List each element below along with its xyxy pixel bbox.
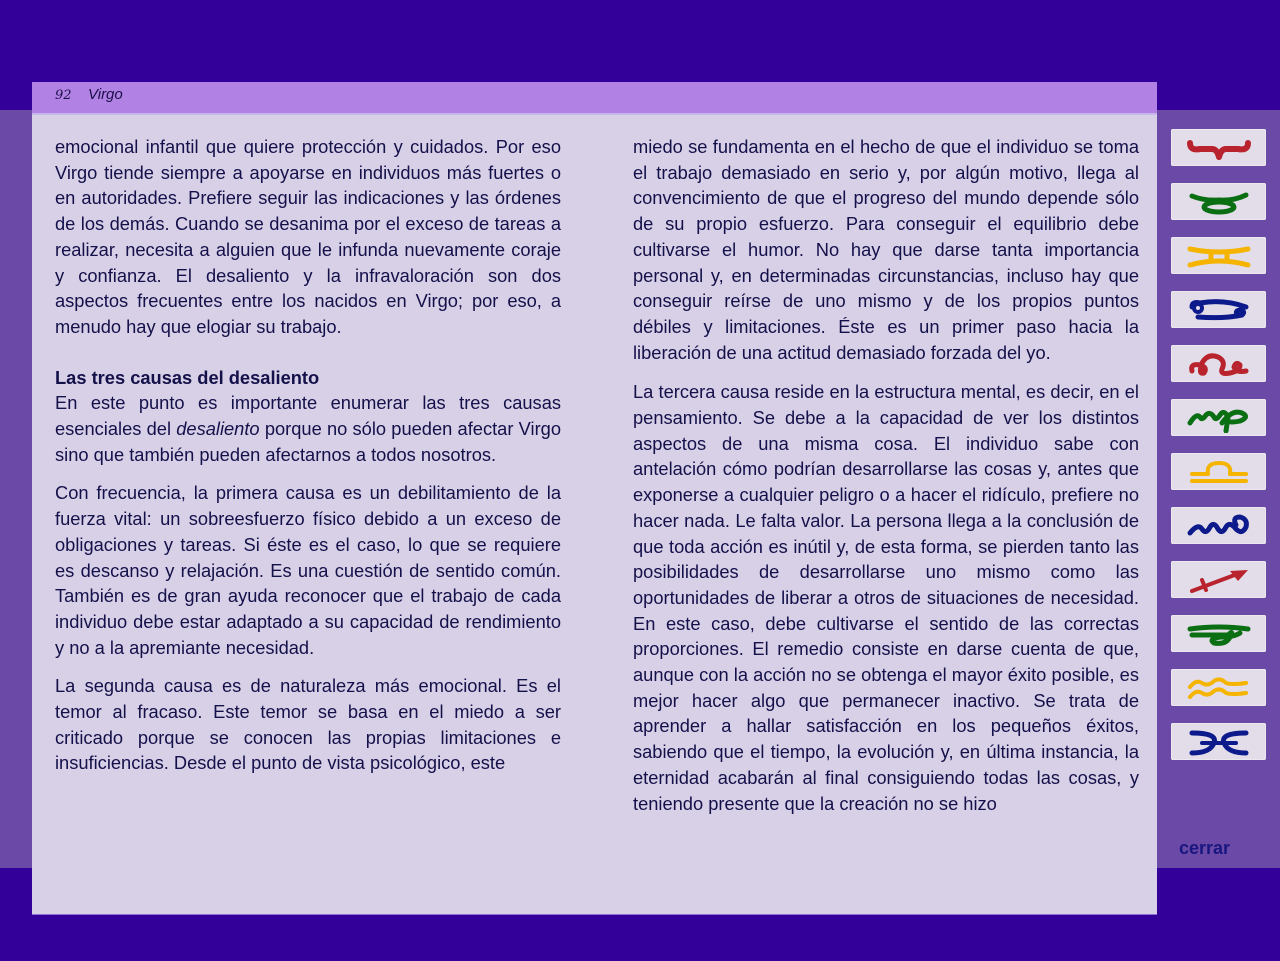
right-column [633, 134, 1139, 829]
paragraph: Con frecuencia, la primera causa es un debilitamiento de la fuerza vital: un sobreesfuerzo físico debido a un exceso de obligaciones y tareas. Si éste es el caso, lo que se requiere es descanso y relajación. Es una cuestión de sentido común. También es de gran ayuda reconocer que el trabajo de cada individuo debe estar adaptado a su capacidad de rendimiento y no a la apremiante necesidad. [55, 482, 561, 658]
zodiac-button-aquarius[interactable] [1171, 669, 1266, 706]
left-column [55, 134, 561, 789]
paragraph: La tercera causa reside en la estructura mental, es decir, en el pensamiento. Se debe a la capacidad de ver los distintos aspectos de una misma cosa. El individuo sabe con antelación cómo podrían desarrollarse las cosas y, antes que exponerse a cualquier peligro o a hacer el ridículo, prefiere no hacer nada. Le falta valor. La persona llega a la conclusión de que toda acción es inútil y, de esta forma, se pierden tanto las posibilidades de desarrollarse uno mismo como las oportunidades de liberar a otros de situaciones de necesidad. En este caso, debe cultivarse el sentido de las correctas proporciones. El remedio consiste en darse cuenta de que, aunque con la acción no se obtenga el mayor éxito posible, es mejor hacer algo que permanecer inactivo. Se trata de aprender a hallar satisfacción en los pequeños éxitos, sabiendo que el tiempo, la evolución y, en última instancia, la eternidad acabarán al final consiguiendo todas las cosas, y teniendo presente que la creación no se hizo [633, 381, 1139, 814]
zodiac-button-pisces[interactable] [1171, 723, 1266, 760]
capricorn-icon [1184, 619, 1254, 649]
zodiac-button-gemini[interactable] [1171, 237, 1266, 274]
close-button[interactable]: cerrar [1179, 838, 1231, 858]
gemini-icon [1184, 241, 1254, 271]
paragraph: La segunda causa es de naturaleza más emocional. Es el temor al fracaso. Este temor se basa en el miedo a ser criticado porque se conocen las propias limitaciones e insuficiencias. Desde el punto de vista psicológico, este [55, 675, 561, 774]
taurus-icon [1184, 187, 1254, 217]
libra-icon [1184, 457, 1254, 487]
pisces-icon [1184, 727, 1254, 757]
zodiac-button-sagittarius[interactable] [1171, 561, 1266, 598]
scorpio-icon [1184, 511, 1254, 541]
page-number: 92 [55, 88, 72, 103]
aries-icon [1184, 133, 1254, 163]
text-span: En este punto es importante enumerar las tres causas esenciales del [55, 392, 561, 440]
zodiac-button-aries[interactable] [1171, 129, 1266, 166]
paragraph: emocional infantil que quiere protección y cuidados. Por eso Virgo tiende siempre a apoyarse en individuos más fuertes o en autoridades. Prefiere seguir las indicaciones y las órdenes de los demás. Cuando se desanima por el exceso de tareas a realizar, necesita a alguien que le infunda nuevamente coraje y confianza. El desaliento y la infravaloración son dos aspectos frecuentes entre los nacidos en Virgo; por eso, a menudo hay que elogiar su trabajo. [55, 136, 561, 337]
running-title: Virgo [88, 86, 123, 103]
zodiac-button-leo[interactable] [1171, 345, 1266, 382]
zodiac-button-cancer[interactable] [1171, 291, 1266, 328]
paragraph [55, 390, 561, 467]
page-panel [32, 82, 1157, 915]
leo-icon [1184, 349, 1254, 379]
zodiac-button-taurus[interactable] [1171, 183, 1266, 220]
zodiac-button-scorpio[interactable] [1171, 507, 1266, 544]
emphasis-text: desaliento [176, 418, 260, 440]
cancer-icon [1184, 295, 1254, 325]
zodiac-button-virgo[interactable] [1171, 399, 1266, 436]
zodiac-button-capricorn[interactable] [1171, 615, 1266, 652]
virgo-icon [1184, 403, 1254, 433]
sagittarius-icon [1184, 565, 1254, 595]
page-header [32, 82, 1157, 115]
aquarius-icon [1184, 673, 1254, 703]
section-heading: Las tres causas del desaliento [55, 366, 320, 388]
paragraph: miedo se fundamenta en el hecho de que el individuo se toma el trabajo demasiado en serio y, por algún motivo, llega al convencimiento de que el progreso del mundo depende sólo de su propio esfuerzo. Para conseguir el equilibrio debe cultivarse el humor. No hay que darse tanta importancia personal y, en determinadas circunstancias, incluso hay que conseguir reírse de uno mismo y de los propios puntos débiles y limitaciones. Éste es un primer paso hacia la liberación de una actitud demasiado forzada del yo. [633, 136, 1139, 363]
zodiac-button-libra[interactable] [1171, 453, 1266, 490]
text-span: porque no sólo pueden afectar Virgo sino que también pueden afectarnos a todos nosotros. [55, 418, 561, 465]
